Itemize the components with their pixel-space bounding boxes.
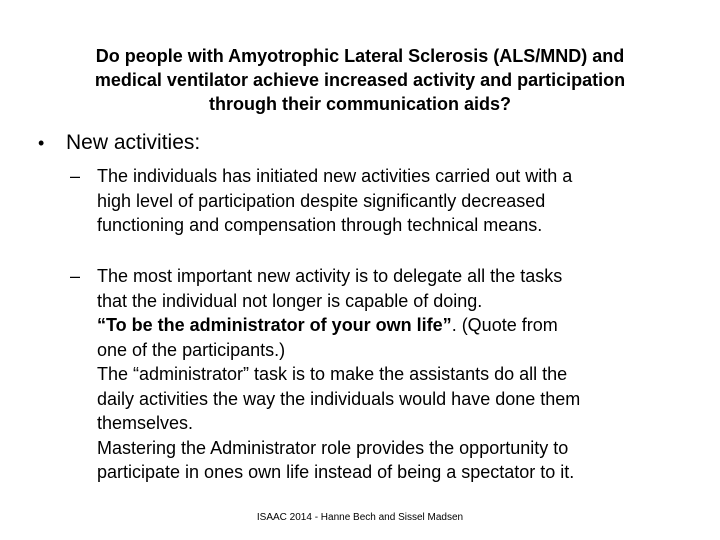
bullet-dot-icon: • <box>38 133 45 153</box>
sub-bullet-delegation <box>70 264 690 485</box>
quote-bold: “To be the administrator of your own life” <box>97 315 452 335</box>
title-line: Do people with Amyotrophic Lateral Sclerosis (ALS/MND) and <box>95 46 625 66</box>
sub-bullet-body <box>97 164 690 238</box>
title-line: through their communication aids? <box>208 94 511 114</box>
sub-bullet-body <box>97 264 690 485</box>
sub-bullet-line: that the individual not longer is capable of doing. <box>97 290 483 311</box>
sub-bullet-line: one of the participants.) <box>97 339 286 360</box>
sub-bullet-line: daily activities the way the individuals would have done them <box>97 388 581 409</box>
title-line: medical ventilator achieve increased activity and participation <box>94 70 626 90</box>
sub-bullet-line: participate in ones own life instead of being a spectator to it. <box>97 462 575 482</box>
sub-bullet-line: The individuals has initiated new activities carried out with a <box>97 166 573 186</box>
sub-bullet-line: themselves. <box>97 413 194 433</box>
quote-line <box>97 313 690 338</box>
sub-bullet-line: functioning and compensation through technical means. <box>97 215 543 235</box>
bullet-new-activities <box>38 130 200 156</box>
dash-icon: – <box>70 266 81 286</box>
slide-footer: ISAAC 2014 - Hanne Bech and Sissel Madsen <box>256 512 464 523</box>
sub-bullet-line: The most important new activity is to delegate all the tasks <box>97 266 563 286</box>
sub-bullet-line: The “administrator” task is to make the assistants do all the <box>97 364 568 384</box>
bullet-text: New activities: <box>66 131 201 154</box>
sub-bullet-line: Mastering the Administrator role provides the opportunity to <box>97 437 569 458</box>
sub-bullet-line: high level of participation despite significantly decreased <box>97 190 546 211</box>
sub-bullet-new-activities <box>70 164 690 238</box>
slide-title <box>40 44 680 116</box>
quote-rest: . (Quote from <box>451 315 558 335</box>
dash-icon: – <box>70 166 81 186</box>
